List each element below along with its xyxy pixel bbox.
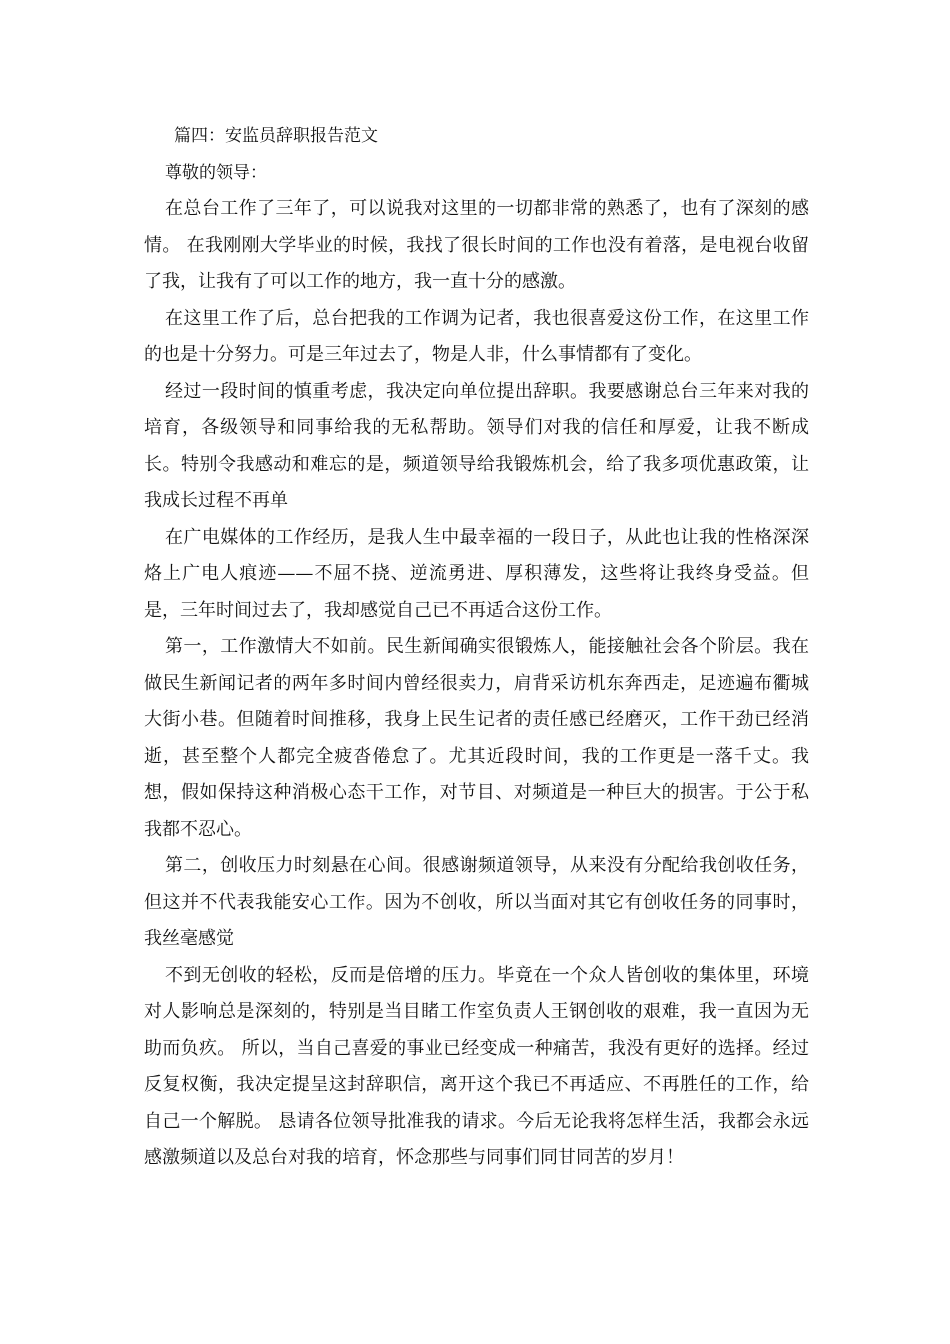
paragraph: 不到无创收的轻松，反而是倍增的压力。毕竟在一个众人皆创收的集体里，环境对人影响总是深刻的，特别是当目睹工作室负责人王钢创收的艰难，我一直因为无助而负疚。 所以，当自己喜爱的事业已经变成一种痛苦，我没有更好的选择。经过反复权衡，我决定提呈这封辞职信，离开这个我已不再适应、不再胜任的工作，给自己一个解脱。 恳请各位领导批准我的请求。今后无论我将怎样生活，我都会永远感激频道以及总台对我的培育，怀念那些与同事们同甘同苦的岁月！ xyxy=(144,964,809,1168)
document-body xyxy=(144,118,809,1177)
paragraph: 在广电媒体的工作经历，是我人生中最幸福的一段日子，从此也让我的性格深深烙上广电人痕迹——不屈不挠、逆流勇进、厚积薄发，这些将让我终身受益。但是，三年时间过去了，我却感觉自己已不再适合这份工作。 xyxy=(144,526,809,621)
document-title: 篇四：安监员辞职报告范文 xyxy=(174,126,378,146)
paragraph: 在总台工作了三年了，可以说我对这里的一切都非常的熟悉了，也有了深刻的感情。 在我刚刚大学毕业的时候，我找了很长时间的工作也没有着落，是电视台收留了我，让我有了可以工作的地方，我一直十分的感激。 xyxy=(144,198,809,292)
paragraph: 第一，工作激情大不如前。民生新闻确实很锻炼人，能接触社会各个阶层。我在做民生新闻记者的两年多时间内曾经很卖力，肩背采访机东奔西走，足迹遍布衢城大街小巷。但随着时间推移，我身上民生记者的责任感已经磨灭，工作干劲已经消逝，甚至整个人都完全疲沓倦怠了。尤其近段时间，我的工作更是一落千丈。我想，假如保持这种消极心态干工作，对节目、对频道是一种巨大的损害。于公于私我都不忍心。 xyxy=(144,636,809,840)
paragraph: 在这里工作了后，总台把我的工作调为记者，我也很喜爱这份工作，在这里工作的也是十分努力。可是三年过去了，物是人非，什么事情都有了变化。 xyxy=(144,307,809,365)
paragraph: 经过一段时间的慎重考虑，我决定向单位提出辞职。我要感谢总台三年来对我的培育，各级领导和同事给我的无私帮助。领导们对我的信任和厚爱，让我不断成长。特别令我感动和难忘的是，频道领导给我锻炼机会，给了我多项优惠政策，让我成长过程不再单 xyxy=(144,380,809,511)
paragraph: 第二，创收压力时刻悬在心间。很感谢频道领导，从来没有分配给我创收任务，但这并不代表我能安心工作。因为不创收，所以当面对其它有创收任务的同事时，我丝毫感觉 xyxy=(144,855,809,949)
salutation: 尊敬的领导： xyxy=(165,162,267,183)
